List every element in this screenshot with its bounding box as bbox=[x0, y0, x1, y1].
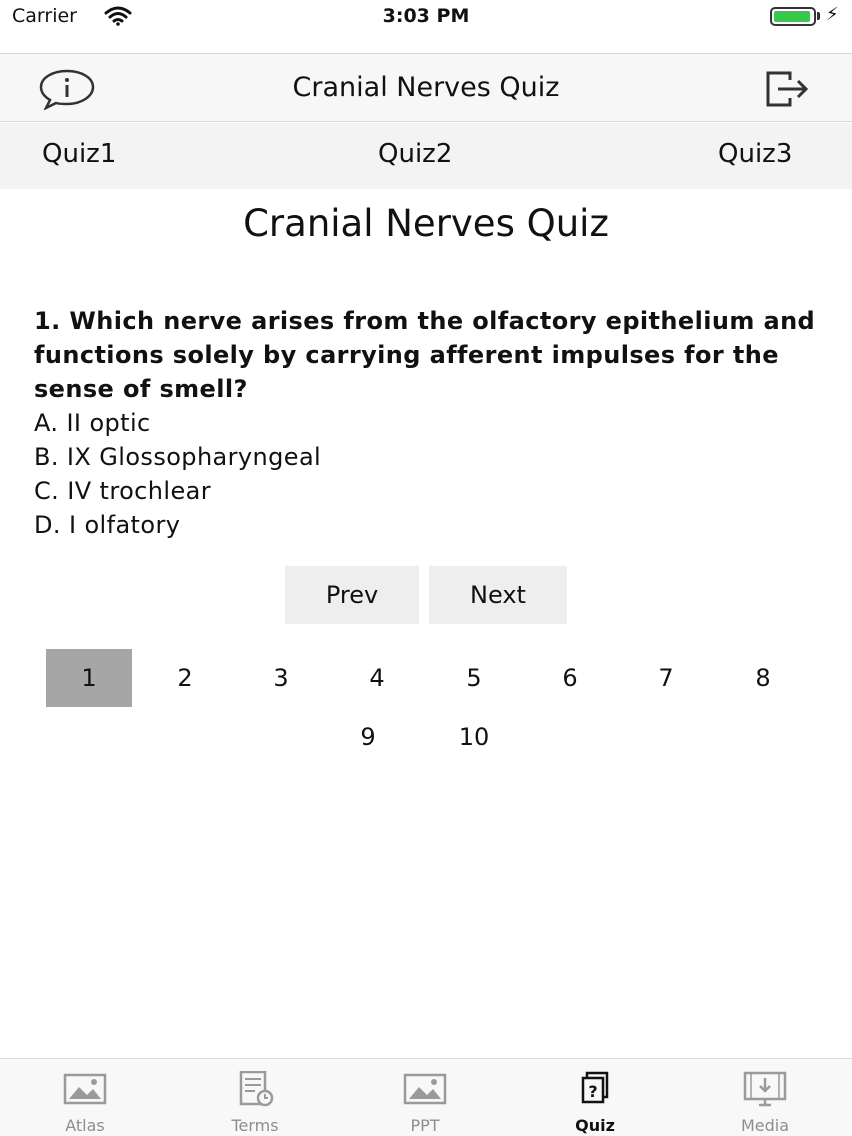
answer-options bbox=[34, 406, 321, 542]
tab-label-terms: Terms bbox=[231, 1116, 279, 1135]
terms-icon bbox=[233, 1071, 277, 1107]
page-2[interactable]: 2 bbox=[177, 664, 193, 692]
exit-icon[interactable] bbox=[764, 70, 810, 108]
image-icon bbox=[63, 1071, 107, 1107]
tab-label-quiz: Quiz bbox=[575, 1116, 615, 1135]
nav-title: Cranial Nerves Quiz bbox=[292, 72, 560, 103]
status-bar bbox=[0, 0, 852, 32]
nav-bar bbox=[0, 53, 852, 122]
page-5[interactable]: 5 bbox=[466, 664, 482, 692]
page-8[interactable]: 8 bbox=[755, 664, 771, 692]
quiz-tabs bbox=[0, 123, 852, 189]
tab-quiz2[interactable]: Quiz2 bbox=[378, 139, 453, 169]
quiz-title: Cranial Nerves Quiz bbox=[243, 202, 609, 245]
option-a[interactable]: A. II optic bbox=[34, 409, 151, 437]
tab-label-ppt: PPT bbox=[410, 1116, 440, 1135]
battery-icon bbox=[770, 7, 816, 26]
page-6[interactable]: 6 bbox=[562, 664, 578, 692]
tab-atlas[interactable] bbox=[0, 1059, 170, 1136]
tab-label-atlas: Atlas bbox=[65, 1116, 105, 1135]
media-icon bbox=[743, 1071, 787, 1107]
tab-terms[interactable] bbox=[170, 1059, 340, 1136]
question-text: 1. Which nerve arises from the olfactory epithelium and functions solely by carrying afferent impulses for the sense of smell? bbox=[34, 307, 816, 403]
tab-ppt[interactable] bbox=[340, 1059, 510, 1136]
charging-icon: ⚡ bbox=[826, 4, 839, 25]
tab-label-media: Media bbox=[740, 1116, 790, 1135]
tab-quiz3[interactable]: Quiz3 bbox=[718, 139, 793, 169]
page-10[interactable]: 10 bbox=[458, 723, 490, 751]
option-d[interactable]: D. I olfatory bbox=[34, 511, 181, 539]
option-c[interactable]: C. IV trochlear bbox=[34, 477, 211, 505]
tab-bar bbox=[0, 1058, 852, 1136]
prev-button[interactable]: Prev bbox=[285, 566, 419, 624]
battery-tip bbox=[817, 12, 820, 20]
page-7[interactable]: 7 bbox=[658, 664, 674, 692]
image-icon bbox=[403, 1071, 447, 1107]
status-time: 3:03 PM bbox=[382, 5, 470, 27]
tab-quiz1[interactable]: Quiz1 bbox=[42, 139, 117, 169]
tab-quiz[interactable] bbox=[510, 1059, 680, 1136]
carrier-label: Carrier bbox=[12, 5, 77, 27]
next-button[interactable]: Next bbox=[429, 566, 567, 624]
page-1[interactable]: 1 bbox=[46, 649, 132, 707]
page-9[interactable]: 9 bbox=[360, 723, 376, 751]
quiz-icon bbox=[573, 1071, 617, 1107]
svg-text:?: ? bbox=[588, 1082, 598, 1101]
tab-media[interactable] bbox=[680, 1059, 850, 1136]
page-4[interactable]: 4 bbox=[369, 664, 385, 692]
option-b[interactable]: B. IX Glossopharyngeal bbox=[34, 443, 322, 471]
page-3[interactable]: 3 bbox=[273, 664, 289, 692]
